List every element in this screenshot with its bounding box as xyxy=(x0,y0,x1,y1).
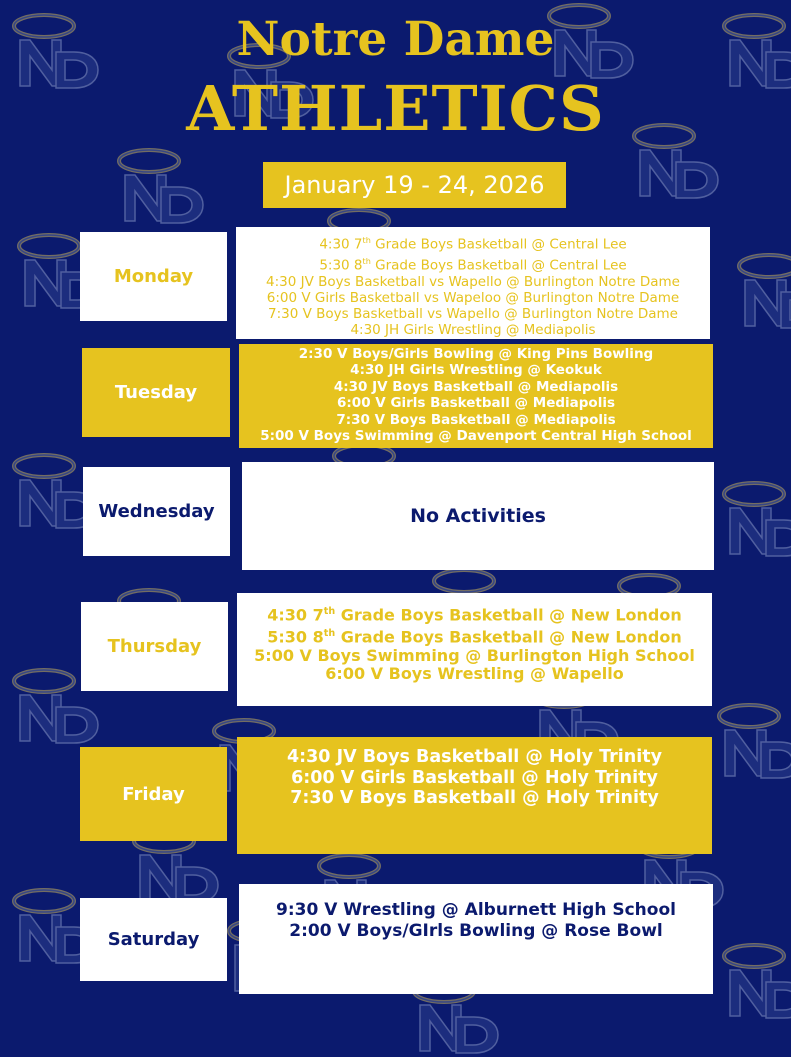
event-line: 4:30 JV Boys Basketball @ Holy Trinity xyxy=(286,747,663,767)
day-label-friday: Friday xyxy=(80,747,227,841)
nd-halo-logo-icon xyxy=(735,250,791,332)
events-tuesday xyxy=(239,344,713,448)
event-line: 5:00 V Boys Swimming @ Burlington High School xyxy=(254,645,695,665)
events-friday xyxy=(237,737,712,854)
event-line: 4:30 JV Boys Basketball @ Mediapolis xyxy=(333,378,619,395)
day-label-thursday: Thursday xyxy=(81,602,228,691)
event-line: 5:30 8th Grade Boys Basketball @ Central Lee xyxy=(319,255,627,274)
nd-halo-logo-icon xyxy=(715,700,791,782)
day-label-monday: Monday xyxy=(80,232,227,321)
event-line: 2:00 V Boys/GIrls Bowling @ Rose Bowl xyxy=(289,921,663,941)
event-line: 6:00 V Girls Basketball @ Holy Trinity xyxy=(291,767,658,788)
events-monday xyxy=(236,227,710,339)
event-line: 6:00 V Boys Wrestling @ Wapello xyxy=(325,664,624,684)
day-label-wednesday: Wednesday xyxy=(83,467,230,556)
event-line: 4:30 7th Grade Boys Basketball @ New London xyxy=(267,605,682,625)
event-line: 5:30 8th Grade Boys Basketball @ New London xyxy=(267,627,682,647)
page-title-line1: Notre Dame xyxy=(236,12,555,67)
nd-halo-logo-icon xyxy=(720,940,791,1022)
day-label-saturday: Saturday xyxy=(80,898,227,981)
event-line: 4:30 JV Boys Basketball vs Wapello @ Burlington Notre Dame xyxy=(266,273,680,290)
event-line: 4:30 7th Grade Boys Basketball @ Central Lee xyxy=(319,235,627,253)
event-line: 7:30 V Boys Basketball vs Wapello @ Burlington Notre Dame xyxy=(268,306,678,323)
event-line: 7:30 V Boys Basketball @ Mediapolis xyxy=(336,411,616,428)
nd-halo-logo-icon xyxy=(720,478,791,560)
event-line: 4:30 JH Girls Wrestling @ Mediapolis xyxy=(350,322,596,339)
event-line: 6:00 V Girls Basketball vs Wapeloo @ Burlington Notre Dame xyxy=(266,289,680,306)
events-saturday xyxy=(239,884,713,994)
event-line: 4:30 JH Girls Wrestling @ Keokuk xyxy=(350,362,602,379)
events-wednesday xyxy=(242,462,714,570)
day-label-tuesday: Tuesday xyxy=(82,348,230,437)
nd-halo-logo-icon xyxy=(115,145,207,227)
event-line: 7:30 V Boys Basketball @ Holy Trinity xyxy=(290,788,659,808)
event-line: 9:30 V Wrestling @ Alburnett High School xyxy=(276,900,676,920)
event-line: 5:00 V Boys Swimming @ Davenport Central High School xyxy=(260,428,692,445)
event-line: No Activities xyxy=(410,505,546,527)
event-line: 2:30 V Boys/Girls Bowling @ King Pins Bowling xyxy=(298,346,654,362)
date-range-banner: January 19 - 24, 2026 xyxy=(263,162,566,208)
page-title-line2: ATHLETICS xyxy=(186,72,605,145)
events-thursday xyxy=(237,593,712,706)
event-line: 6:00 V Girls Basketball @ Mediapolis xyxy=(337,395,615,412)
